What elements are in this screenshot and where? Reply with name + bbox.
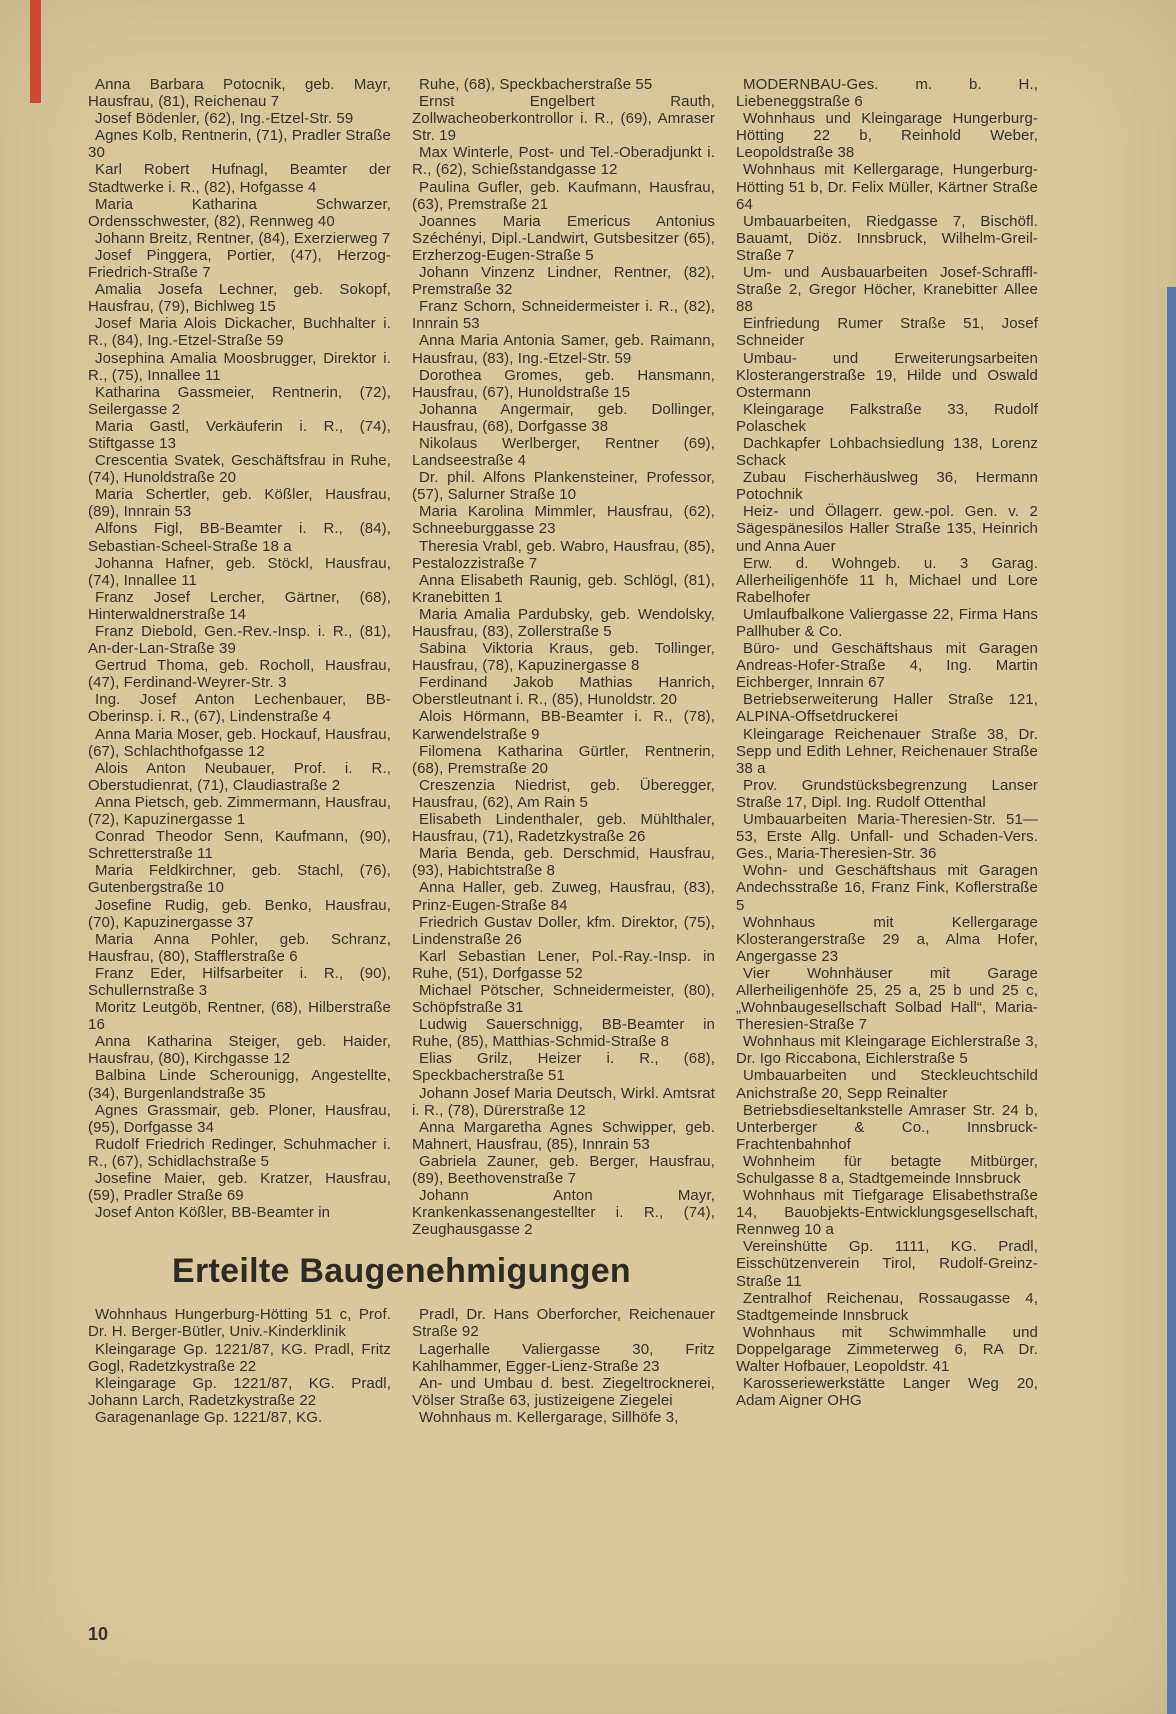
page-number: 10 (88, 1624, 109, 1644)
list-entry: Conrad Theodor Senn, Kaufmann, (90), Schretterstraße 11 (88, 828, 391, 863)
list-entry: Maria Amalia Pardubsky, geb. Wendolsky, Hausfrau, (83), Zollerstraße 5 (412, 605, 715, 640)
list-entry: Crescentia Svatek, Geschäftsfrau in Ruhe, (74), Hunoldstraße 20 (88, 452, 391, 487)
list-entry: Balbina Linde Scherounigg, Angestellte, (34), Burgenlandstraße 35 (88, 1067, 391, 1102)
list-entry: Kleingarage Gp. 1221/87, KG. Pradl, Fritz Gogl, Radetzkystraße 22 (88, 1340, 391, 1375)
list-entry: Dr. phil. Alfons Plankensteiner, Professor, (57), Salurner Straße 10 (412, 469, 715, 504)
list-entry: Karl Robert Hufnagl, Beamter der Stadtwerke i. R., (82), Hofgasse 4 (88, 161, 391, 196)
list-entry: An- und Umbau d. best. Ziegeltrocknerei, Völser Straße 63, justizeigene Ziegelei (412, 1374, 715, 1409)
list-entry: Max Winterle, Post- und Tel.-Oberadjunkt i. R., (62), Schießstandgasse 12 (412, 144, 715, 179)
list-entry: Friedrich Gustav Doller, kfm. Direktor, (75), Lindenstraße 26 (412, 913, 715, 948)
list-entry: Amalia Josefa Lechner, geb. Sokopf, Hausfrau, (79), Bichlweg 15 (88, 281, 391, 316)
list-entry: Umbauarbeiten und Steckleuchtschild Anichstraße 20, Sepp Reinalter (736, 1067, 1038, 1102)
persons-column-2 (412, 76, 715, 1238)
list-entry: Umbauarbeiten Maria-Theresien-Str. 51—53, Erste Allg. Unfall- und Schaden-Vers. Ges., Maria-Theresien-Str. 36 (736, 811, 1038, 863)
list-entry: Wohnhaus mit Kleingarage Eichlerstraße 3, Dr. Igo Riccabona, Eichlerstraße 5 (736, 1033, 1038, 1068)
list-entry: Wohnhaus mit Tiefgarage Elisabethstraße 14, Bauobjekts-Entwicklungsgesellschaft, Rennweg 10 a (736, 1187, 1038, 1239)
list-entry: Alfons Figl, BB-Beamter i. R., (84), Sebastian-Scheel-Straße 18 a (88, 520, 391, 555)
list-entry: Agnes Grassmair, geb. Ploner, Hausfrau, (95), Dorfgasse 34 (88, 1101, 391, 1136)
list-entry: Johanna Angermair, geb. Dollinger, Hausfrau, (68), Dorfgasse 38 (412, 400, 715, 435)
list-entry: Umbauarbeiten, Riedgasse 7, Bischöfl. Bauamt, Diöz. Innsbruck, Wilhelm-Greil-Straße 7 (736, 212, 1038, 264)
list-entry: Büro- und Geschäftshaus mit Garagen Andreas-Hofer-Straße 4, Ing. Martin Eichberger, Innrain 67 (736, 640, 1038, 692)
list-entry: Gabriela Zauner, geb. Berger, Hausfrau, (89), Beethovenstraße 7 (412, 1152, 715, 1187)
list-entry: Josephina Amalia Moosbrugger, Direktor i. R., (75), Innallee 11 (88, 349, 391, 384)
list-entry: Johann Vinzenz Lindner, Rentner, (82), Premstraße 32 (412, 264, 715, 299)
page-content (88, 76, 1038, 1426)
list-entry: Maria Feldkirchner, geb. Stachl, (76), Gutenbergstraße 10 (88, 862, 391, 897)
list-entry: Franz Diebold, Gen.-Rev.-Insp. i. R., (81), An-der-Lan-Straße 39 (88, 623, 391, 658)
list-entry: Um- und Ausbauarbeiten Josef-Schraffl-Straße 2, Gregor Höcher, Kranebitter Allee 88 (736, 264, 1038, 316)
list-entry: Paulina Gufler, geb. Kaufmann, Hausfrau, (63), Premstraße 21 (412, 178, 715, 213)
list-entry: Einfriedung Rumer Straße 51, Josef Schneider (736, 315, 1038, 350)
list-entry: Johann Anton Mayr, Krankenkassenangestellter i. R., (74), Zeughausgasse 2 (412, 1187, 715, 1239)
list-entry: Elisabeth Lindenthaler, geb. Mühlthaler, Hausfrau, (71), Radetzkystraße 26 (412, 811, 715, 846)
list-entry: Maria Benda, geb. Derschmid, Hausfrau, (93), Habichtstraße 8 (412, 845, 715, 880)
list-entry: Josefine Maier, geb. Kratzer, Hausfrau, (59), Pradler Straße 69 (88, 1170, 391, 1205)
list-entry: Wohnhaus mit Kellergarage, Hungerburg-Hötting 51 b, Dr. Felix Müller, Kärtner Straße 64 (736, 161, 1038, 213)
list-entry: Prov. Grundstücksbegrenzung Lanser Straße 17, Dipl. Ing. Rudolf Ottenthal (736, 776, 1038, 811)
persons-column-1 (88, 76, 391, 1238)
list-entry: Franz Josef Lercher, Gärtner, (68), Hinterwaldnerstraße 14 (88, 588, 391, 623)
list-entry: Karl Sebastian Lener, Pol.-Ray.-Insp. in Ruhe, (51), Dorfgasse 52 (412, 947, 715, 982)
list-entry: Elias Grilz, Heizer i. R., (68), Speckbacherstraße 51 (412, 1050, 715, 1085)
list-entry: Wohnhaus mit Kellergarage Klosterangerstraße 29 a, Alma Hofer, Angergasse 23 (736, 913, 1038, 965)
list-entry: Karosseriewerkstätte Langer Weg 20, Adam Aigner OHG (736, 1375, 1038, 1410)
list-entry: Anna Haller, geb. Zuweg, Hausfrau, (83), Prinz-Eugen-Straße 84 (412, 879, 715, 914)
permits-column-3 (736, 76, 1038, 1409)
list-entry: Josef Anton Kößler, BB-Beamter in (95, 1204, 331, 1222)
list-entry: Anna Katharina Steiger, geb. Haider, Hausfrau, (80), Kirchgasse 12 (88, 1033, 391, 1068)
list-entry: Garagenanlage Gp. 1221/87, KG. (95, 1408, 323, 1426)
list-entry: Anna Maria Antonia Samer, geb. Raimann, Hausfrau, (83), Ing.-Etzel-Str. 59 (412, 332, 715, 367)
list-entry: Ing. Josef Anton Lechenbauer, BB-Oberinsp. i. R., (67), Lindenstraße 4 (88, 691, 391, 726)
list-entry: Josef Maria Alois Dickacher, Buchhalter i. R., (84), Ing.-Etzel-Straße 59 (88, 315, 391, 350)
list-entry: Theresia Vrabl, geb. Wabro, Hausfrau, (85), Pestalozzistraße 7 (412, 537, 715, 572)
list-entry: Dorothea Gromes, geb. Hansmann, Hausfrau, (67), Hunoldstraße 15 (412, 366, 715, 401)
permits-section-left (88, 1306, 715, 1426)
blue-edge-bar (1167, 287, 1176, 1714)
list-entry: Kleingarage Falkstraße 33, Rudolf Polaschek (736, 400, 1038, 435)
list-entry: Ferdinand Jakob Mathias Hanrich, Oberstleutnant i. R., (85), Hunoldstr. 20 (412, 674, 715, 709)
list-entry: Wohn- und Geschäftshaus mit Garagen Andechsstraße 16, Franz Fink, Koflerstraße 5 (736, 862, 1038, 914)
list-entry: Wohnhaus m. Kellergarage, Sillhöfe 3, (419, 1408, 679, 1426)
list-entry: Umlaufbalkone Valiergasse 22, Firma Hans Pallhuber & Co. (736, 605, 1038, 640)
list-entry: Alois Anton Neubauer, Prof. i. R., Oberstudienrat, (71), Claudiastraße 2 (88, 759, 391, 794)
list-entry: Creszenzia Niedrist, geb. Überegger, Hausfrau, (62), Am Rain 5 (412, 776, 715, 811)
list-entry: Anna Barbara Potocnik, geb. Mayr, Hausfrau, (81), Reichenau 7 (88, 76, 391, 111)
list-entry: Josefine Rudig, geb. Benko, Hausfrau, (70), Kapuzinergasse 37 (88, 896, 391, 931)
list-entry: Nikolaus Werlberger, Rentner (69), Landseestraße 4 (412, 434, 715, 470)
list-entry: Zentralhof Reichenau, Rossaugasse 4, Stadtgemeinde Innsbruck (736, 1289, 1038, 1324)
list-entry: Alois Hörmann, BB-Beamter i. R., (78), Karwendelstraße 9 (412, 708, 715, 743)
list-entry: Wohnhaus Hungerburg-Hötting 51 c, Prof. Dr. H. Berger-Bütler, Univ.-Kinderklinik (88, 1306, 391, 1341)
list-entry: Johann Josef Maria Deutsch, Wirkl. Amtsrat i. R., (78), Dürerstraße 12 (412, 1084, 715, 1119)
list-entry: Maria Karolina Mimmler, Hausfrau, (62), Schneeburggasse 23 (412, 503, 715, 538)
list-entry: MODERNBAU-Ges. m. b. H., Liebeneggstraße 6 (736, 76, 1038, 111)
list-entry: Kleingarage Reichenauer Straße 38, Dr. Sepp und Edith Lehner, Reichenauer Straße 38 a (736, 725, 1038, 777)
list-entry: Wohnhaus mit Schwimmhalle und Doppelgarage Zimmeterweg 6, RA Dr. Walter Hofbauer, Leopoldstr. 41 (736, 1323, 1038, 1376)
list-entry: Filomena Katharina Gürtler, Rentnerin, (68), Premstraße 20 (412, 742, 715, 777)
list-entry: Ludwig Sauerschnigg, BB-Beamter in Ruhe, (85), Matthias-Schmid-Straße 8 (412, 1016, 715, 1051)
permits-column-1 (88, 1306, 391, 1426)
list-entry: Franz Schorn, Schneidermeister i. R., (82), Innrain 53 (412, 298, 715, 333)
list-entry: Johann Breitz, Rentner, (84), Exerzierweg 7 (95, 229, 391, 247)
list-entry: Josef Pinggera, Portier, (47), Herzog-Friedrich-Straße 7 (88, 246, 391, 282)
list-entry: Johanna Hafner, geb. Stöckl, Hausfrau, (74), Innallee 11 (88, 554, 391, 589)
list-entry: Michael Pötscher, Schneidermeister, (80), Schöpfstraße 31 (412, 981, 715, 1017)
left-region (88, 76, 715, 1426)
list-entry: Rudolf Friedrich Redinger, Schuhmacher i. R., (67), Schidlachstraße 5 (88, 1135, 391, 1170)
list-entry: Heiz- und Öllagerr. gew.-pol. Gen. v. 2 Sägespänesilos Haller Straße 135, Heinrich und Anna Auer (736, 503, 1038, 555)
list-entry: Kleingarage Gp. 1221/87, KG. Pradl, Johann Larch, Radetzkystraße 22 (88, 1374, 391, 1409)
list-entry: Anna Margaretha Agnes Schwipper, geb. Mahnert, Hausfrau, (85), Innrain 53 (412, 1118, 715, 1153)
list-entry: Wohnhaus und Kleingarage Hungerburg-Hötting 22 b, Reinhold Weber, Leopoldstraße 38 (736, 110, 1038, 162)
list-entry: Maria Katharina Schwarzer, Ordensschwester, (82), Rennweg 40 (88, 195, 391, 230)
list-entry: Betriebsdieseltankstelle Amraser Str. 24 b, Unterberger & Co., Innsbruck-Frachtenbahnhof (736, 1101, 1038, 1153)
list-entry: Moritz Leutgöb, Rentner, (68), Hilberstraße 16 (88, 999, 391, 1034)
list-entry: Zubau Fischerhäuslweg 36, Hermann Potochnik (736, 469, 1038, 504)
list-entry: Anna Maria Moser, geb. Hockauf, Hausfrau, (67), Schlachthofgasse 12 (88, 725, 391, 760)
list-entry: Pradl, Dr. Hans Oberforcher, Reichenauer Straße 92 (412, 1306, 715, 1341)
list-entry: Sabina Viktoria Kraus, geb. Tollinger, Hausfrau, (78), Kapuzinergasse 8 (412, 640, 715, 675)
list-entry: Anna Elisabeth Raunig, geb. Schlögl, (81), Kranebitten 1 (412, 571, 715, 606)
list-entry: Ernst Engelbert Rauth, Zollwacheoberkontrollor i. R., (69), Amraser Str. 19 (412, 93, 715, 145)
list-entry: Lagerhalle Valiergasse 30, Fritz Kahlhammer, Egger-Lienz-Straße 23 (412, 1340, 715, 1375)
list-entry: Maria Schertler, geb. Kößler, Hausfrau, (89), Innrain 53 (88, 486, 391, 521)
list-entry: Katharina Gassmeier, Rentnerin, (72), Seilergasse 2 (88, 383, 391, 418)
list-entry: Ruhe, (68), Speckbacherstraße 55 (419, 76, 653, 93)
list-entry: Franz Eder, Hilfsarbeiter i. R., (90), Schullernstraße 3 (88, 964, 391, 999)
list-entry: Erw. d. Wohngeb. u. 3 Garag. Allerheiligenhöfe 11 h, Michael und Lore Rabelhofer (736, 554, 1038, 606)
list-entry: Vier Wohnhäuser mit Garage Allerheiligenhöfe 25, 25 a, 25 b und 25 c, „Wohnbaugesellschaft Solbad Hall“, Maria-Theresien-Straße 7 (736, 964, 1038, 1034)
persons-register-section (88, 76, 715, 1238)
list-entry: Anna Pietsch, geb. Zimmermann, Hausfrau, (72), Kapuzinergasse 1 (88, 793, 391, 829)
list-entry: Gertrud Thoma, geb. Rocholl, Hausfrau, (47), Ferdinand-Weyrer-Str. 3 (88, 657, 391, 692)
list-entry: Joannes Maria Emericus Antonius Széchényi, Dipl.-Landwirt, Gutsbesitzer (65), Erzherzog-Eugen-Straße 5 (412, 212, 715, 264)
list-entry: Maria Anna Pohler, geb. Schranz, Hausfrau, (80), Stafflerstraße 6 (88, 930, 391, 965)
list-entry: Wohnheim für betagte Mitbürger, Schulgasse 8 a, Stadtgemeinde Innsbruck (736, 1152, 1038, 1187)
section-heading: Erteilte Baugenehmigungen (172, 1252, 631, 1291)
red-edge-mark (30, 0, 41, 103)
list-entry: Betriebserweiterung Haller Straße 121, ALPINA-Offsetdruckerei (736, 691, 1038, 726)
list-entry: Umbau- und Erweiterungsarbeiten Klosterangerstraße 19, Hilde und Oswald Ostermann (736, 349, 1038, 401)
list-entry: Agnes Kolb, Rentnerin, (71), Pradler Straße 30 (88, 127, 391, 162)
list-entry: Josef Bödenler, (62), Ing.-Etzel-Str. 59 (95, 110, 354, 128)
list-entry: Vereinshütte Gp. 1111, KG. Pradl, Eisschützenverein Tirol, Rudolf-Greinz-Straße 11 (736, 1238, 1038, 1290)
permits-column-2 (412, 1306, 715, 1426)
list-entry: Dachkapfer Lohbachsiedlung 138, Lorenz Schack (736, 434, 1038, 470)
list-entry: Maria Gastl, Verkäuferin i. R., (74), Stiftgasse 13 (88, 417, 391, 452)
